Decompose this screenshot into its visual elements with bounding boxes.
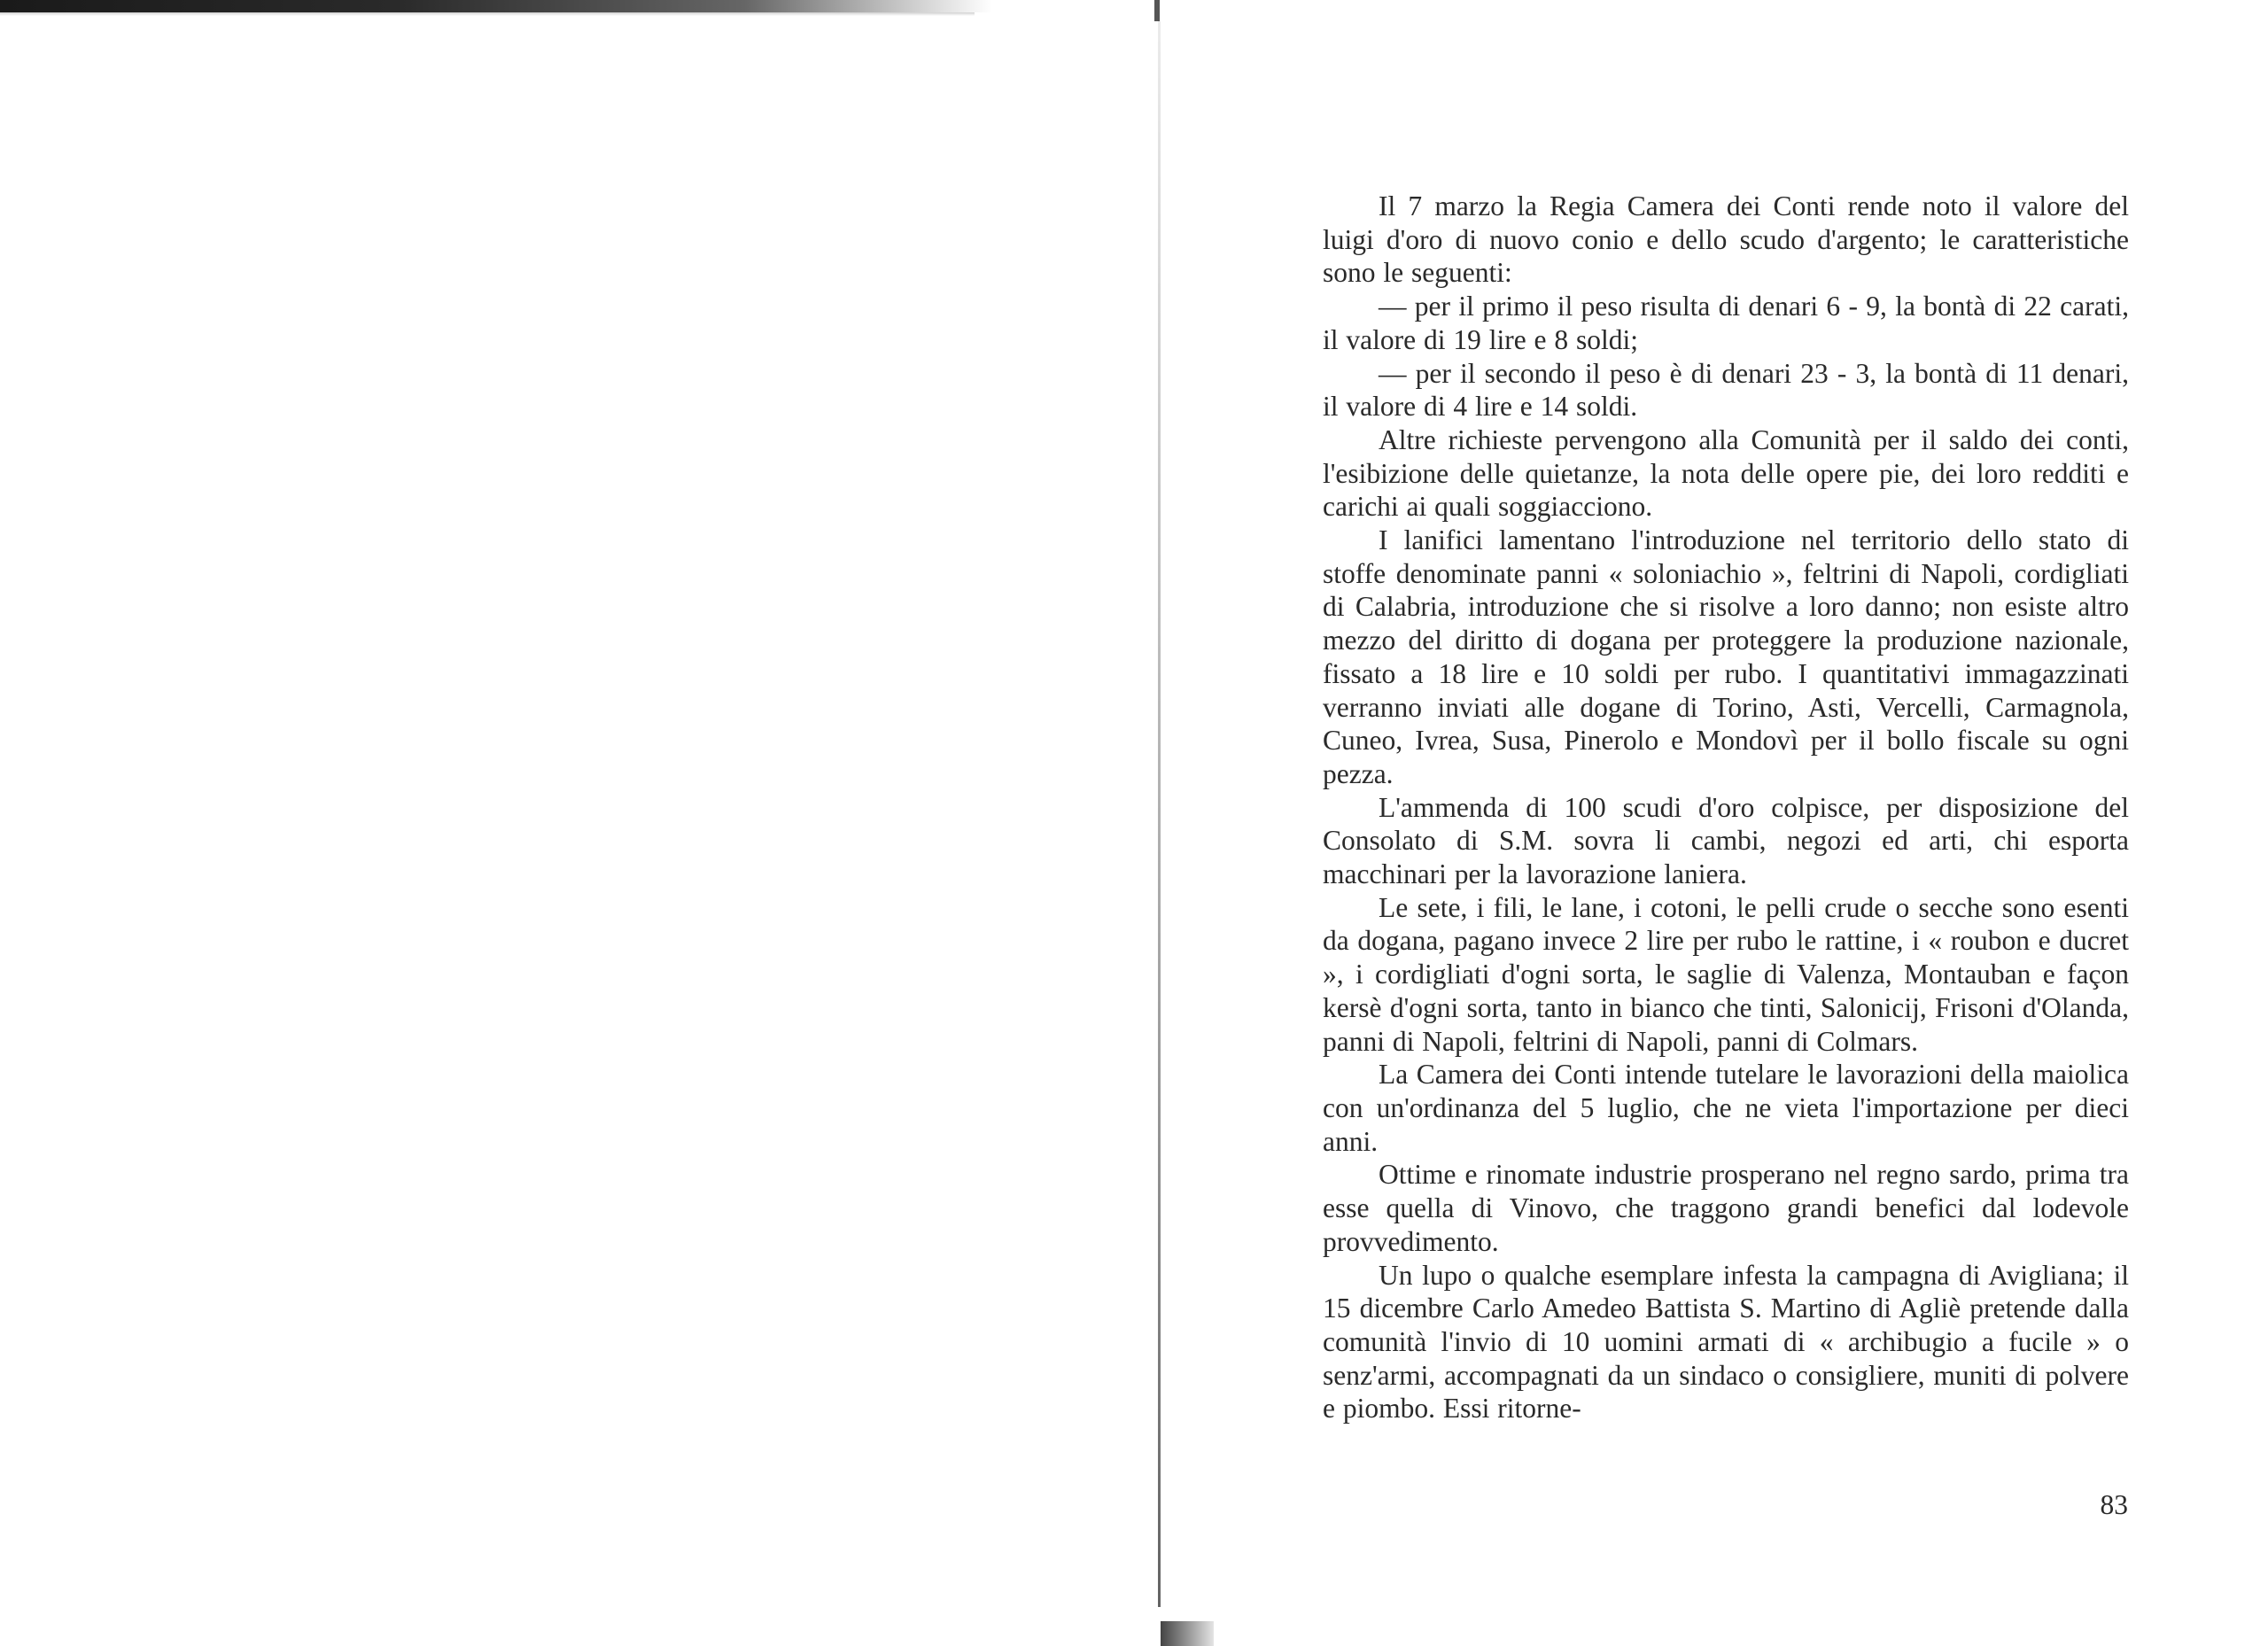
page-number: 83 [2100,1489,2128,1520]
paragraph: I lanifici lamentano l'introduzione nel territorio dello stato di stoffe denominate panni « soloniachio », feltrini di Napoli, cordigliati di Calabria, introduzione che si risolve a loro danno; non esiste altro mezzo del diritto di dogana per proteggere la produzione nazionale, fissato a 18 lire e 10 soldi per rubo. I quantitativi immagazzinati verranno inviati alle dogane di Torino, Asti, Vercelli, Carmagnola, Cuneo, Ivrea, Susa, Pinerolo e Mondovì per il bollo fiscale su ogni pezza. [1323,524,2129,789]
book-gutter [1158,21,1161,1607]
paragraph: L'ammenda di 100 scudi d'oro colpisce, per disposizione del Consolato di S.M. sovra li cambi, negozi ed arti, chi esporta macchinari per la lavorazione laniera. [1323,791,2129,890]
gutter-bottom-shadow [1161,1621,1214,1646]
paragraph: Un lupo o qualche esemplare infesta la campagna di Avigliana; il 15 dicembre Carlo Amedeo Battista S. Martino di Agliè pretende dalla comunità l'invio di 10 uomini armati di « archibugio a fucile » o senz'armi, accompagnati da un sindaco o consigliere, muniti di polvere e piombo. Essi ritorne- [1323,1259,2129,1425]
paragraph: Ottime e rinomate industrie prosperano nel regno sardo, prima tra esse quella di Vinovo, che traggono grandi benefici dal lodevole provvedimento. [1323,1159,2129,1257]
scan-top-shadow-fade [0,12,975,16]
paragraph: Il 7 marzo la Regia Camera dei Conti rende noto il valore del luigi d'oro di nuovo conio e dello scudo d'argento; le caratteristiche sono le seguenti: [1323,190,2129,289]
paragraph: La Camera dei Conti intende tutelare le lavorazioni della maiolica con un'ordinanza del 5 luglio, che ne vieta l'importazione per dieci anni. [1323,1059,2129,1157]
paragraph: — per il primo il peso risulta di denari 6 - 9, la bontà di 22 carati, il valore di 19 lire e 8 soldi; [1323,291,2129,355]
paragraph: — per il secondo il peso è di denari 23 - 3, la bontà di 11 denari, il valore di 4 lire e 14 soldi. [1323,357,2129,423]
paragraph: Le sete, i fili, le lane, i cotoni, le pelli crude o secche sono esenti da dogana, pagano invece 2 lire per rubo le rattine, i « roubon e ducret », i cordigliati d'ogni sorta, le saglie di Valenza, Montauban e façon kersè d'ogni sorta, tanto in bianco che tinti, Salonicij, Frisoni d'Olanda, panni di Napoli, feltrini di Napoli, panni di Colmars. [1323,891,2129,1057]
scan-top-shadow [0,0,992,12]
paragraph: Altre richieste pervengono alla Comunità per il saldo dei conti, l'esibizione delle quietanze, la nota delle opere pie, dei loro redditi e carichi ai quali soggiacciono. [1323,423,2129,523]
right-page-text [1323,190,2129,1425]
gutter-top-mark [1154,0,1160,21]
